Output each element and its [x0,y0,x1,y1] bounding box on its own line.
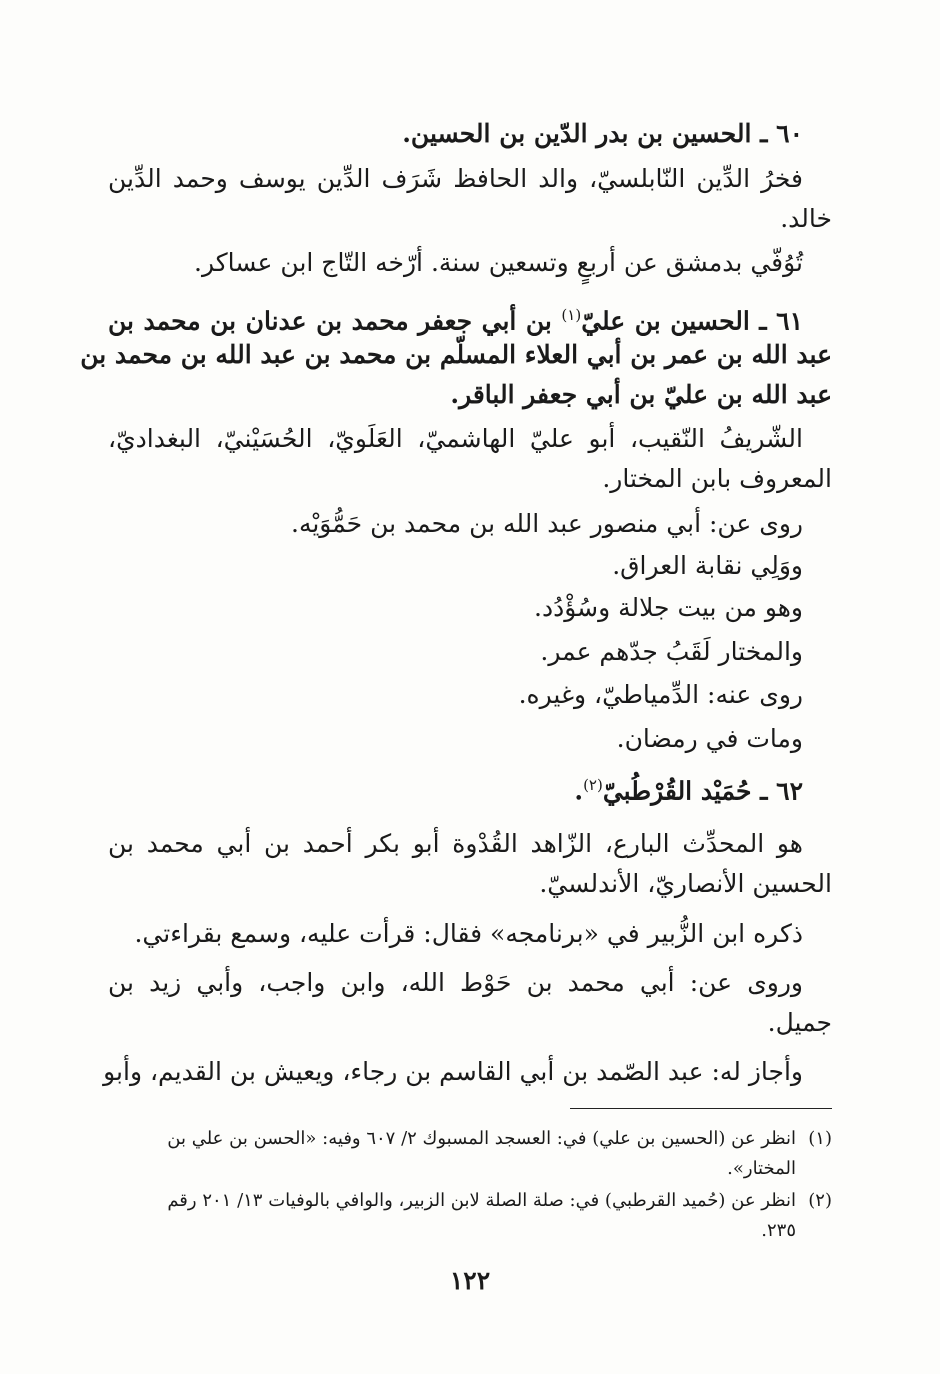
entry-62-line: وأجاز له: عبد الصّمد بن أبي القاسم بن رجاء، ويعيش بن القديم، وأبو [103,1057,803,1086]
footnote-2 [108,1186,832,1216]
footnote-1-text: انظر عن (الحسين بن علي) في: العسجد المسبوك ٢/ ٦٠٧ وفيه: «الحسن بن علي بن [167,1128,796,1149]
entry-61-heading-start: ٦١ ـ الحسين بن عليّ [581,306,803,336]
entry-62-line: جميل. [767,1008,832,1037]
footnote-2-number: (٢) [808,1190,832,1211]
entry-62-heading-text: ٦٢ ـ حُمَيْد القُرْطُبيّ [602,776,803,806]
entry-61-heading-line: عبد الله بن عليّ بن أبي جعفر الباقر. [450,380,832,409]
entry-62-line: وروى عن: أبي محمد بن حَوْط الله، وابن واجب، وأبي زيد بن [108,968,803,997]
entry-61-line: الشّريفُ النّقيب، أبو عليّ الهاشميّ، العَلَويّ، الحُسَيْنيّ، البغداديّ، [108,424,803,453]
entry-60-line: فخرُ الدِّين النّابلسيّ، والد الحافظ شَرَف الدِّين يوسف وحمد الدِّين [108,164,803,193]
entry-61-line: المعروف بابن المختار. [602,464,832,493]
entry-62-line: هو المحدِّث البارع، الزّاهد القُدْوة أبو بكر أحمد بن أبي محمد بن [108,829,803,858]
footnote-1-continuation: المختار». [727,1158,796,1179]
entry-61-line: وهو من بيت جلالة وسُؤْدُد. [534,593,803,622]
entry-62-heading-end: . [574,776,584,806]
entry-61-line: ووَلِي نقابة العراق. [612,551,803,580]
entry-60-line: خالد. [780,204,832,233]
entry-62-line: ذكره ابن الزُّبير في «برنامجه» فقال: قرأت عليه، وسمع بقراءتي. [134,919,803,948]
footnote-separator [570,1108,832,1109]
footnote-ref-2[interactable]: (٢) [583,776,603,794]
footnote-ref-1[interactable]: (١) [561,306,582,324]
entry-61-line: ومات في رمضان. [616,724,803,753]
entry-60-line: تُوُفّي بدمشق عن أربعٍ وتسعين سنة. أرّخه التّاج ابن عساكر. [194,248,803,277]
page-number: ١٢٢ [449,1266,491,1295]
entry-62-line: الحسين الأنصاريّ، الأندلسيّ. [539,869,832,898]
entry-61-heading-rest: بن أبي جعفر محمد بن عدنان بن محمد بن [108,306,552,336]
entry-61-heading-line: عبد الله بن عمر بن أبي العلاء المسلّم بن محمد بن عبد الله بن محمد بن [80,340,832,369]
entry-61-line: والمختار لَقَبُ جدّهم عمر. [540,637,803,666]
footnote-2-continuation: ٢٣٥. [761,1220,796,1241]
footnote-2-text: انظر عن (حُميد القرطبي) في: صلة الصلة لابن الزبير، والوافي بالوفيات ١٣/ ٢٠١ رقم [167,1190,796,1211]
footnote-1 [108,1124,832,1154]
entry-61-line: روى عن: أبي منصور عبد الله بن محمد بن حَمُّوَيْه. [291,509,803,538]
entry-62-heading [108,765,803,811]
footnote-1-number: (١) [808,1128,832,1149]
entry-60-heading: ٦٠ ـ الحسين بن بدر الدّين بن الحسين. [402,119,803,148]
entry-61-line: روى عنه: الدِّمياطيّ، وغيره. [518,680,803,709]
